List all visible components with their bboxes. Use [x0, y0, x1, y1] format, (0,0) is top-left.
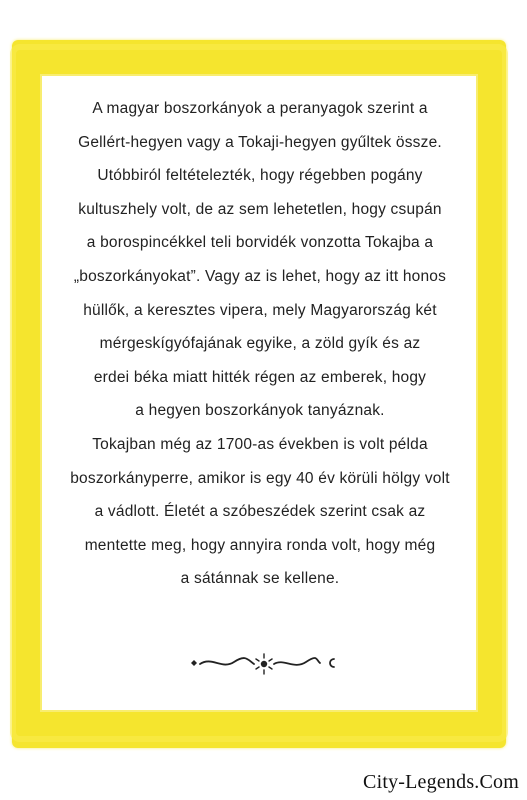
story-line: kultuszhely volt, de az sem lehetetlen, hogy csupán — [78, 200, 442, 218]
story-line: mérgeskígyófajának egyike, a zöld gyík és az — [99, 335, 421, 353]
site-watermark: City-Legends.Com — [363, 771, 519, 793]
story-line: a sátánnak se kellene. — [180, 570, 340, 588]
story-line: boszorkányperre, amikor is egy 40 év körüli hölgy volt — [70, 469, 450, 487]
story-line: a vádlott. Életét a szóbeszédek szerint csak az — [94, 503, 426, 521]
story-line: Utóbbiról feltételezték, hogy régebben pogány — [97, 167, 423, 185]
story-line: erdei béka miatt hitték régen az emberek, hogy — [93, 368, 427, 386]
story-line: Gellért-hegyen vagy a Tokaji-hegyen gyűltek össze. — [78, 133, 442, 151]
story-line: Tokajban még az 1700-as években is volt példa — [92, 435, 428, 453]
story-line: A magyar boszorkányok a peranyagok szerint a — [92, 100, 428, 117]
story-line: hüllők, a keresztes vipera, mely Magyarország két — [83, 301, 437, 319]
story-line: mentette meg, hogy annyira ronda volt, hogy még — [84, 536, 436, 554]
story-line: a borospincékkel teli borvidék vonzotta Tokajba a — [86, 234, 434, 252]
story-text — [40, 92, 480, 596]
story-line: „boszorkányokat”. Vagy az is lehet, hogy az itt honos — [73, 267, 447, 285]
story-line: a hegyen boszorkányok tanyáznak. — [135, 402, 385, 420]
flourish-divider-icon — [188, 650, 340, 676]
